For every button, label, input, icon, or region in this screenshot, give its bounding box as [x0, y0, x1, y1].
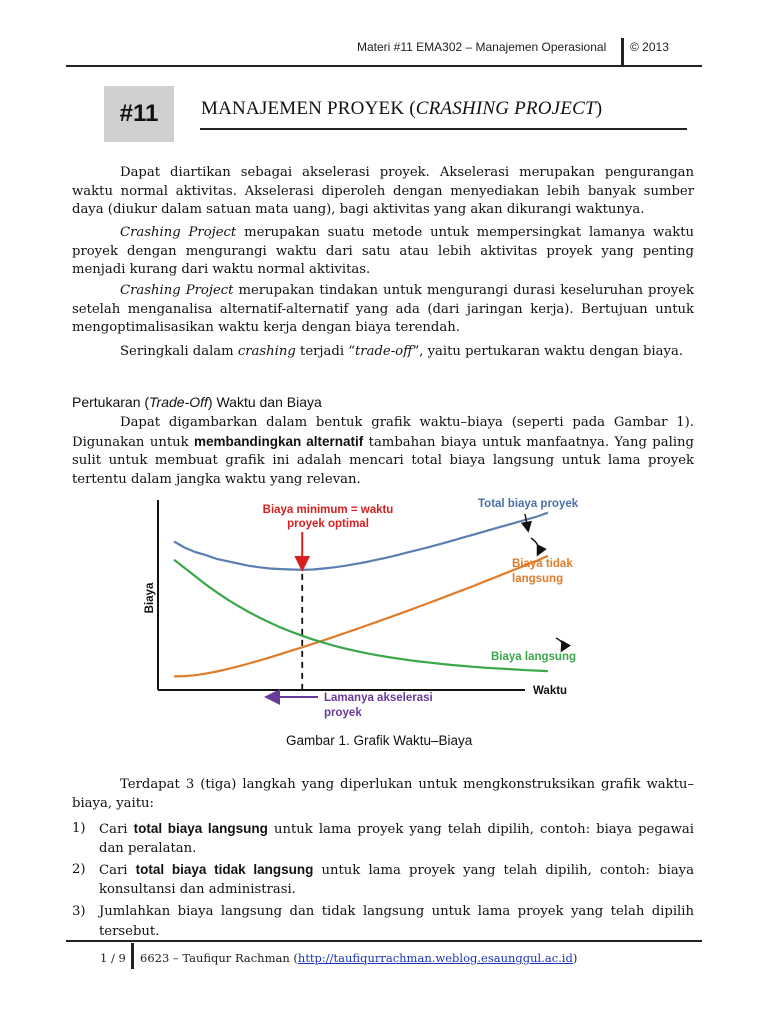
- p4-italic-2: trade-off: [354, 344, 413, 359]
- footer-page-number: 1 / 9: [100, 951, 126, 965]
- paragraph-4: [72, 343, 694, 362]
- paragraph-3-text: merupakan tindakan untuk mengurangi durasi keseluruhan proyek setelah menganalisa alternatif-alternatif yang ada (dari jaringan kerja). Bertujuan untuk mengoptimalisasikan waktu kerja dengan biaya terendah.: [72, 283, 694, 335]
- indirect-cost-arrow: [531, 538, 539, 554]
- heading-a: Pertukaran (: [72, 394, 150, 410]
- direct-cost-arrow: [556, 638, 563, 650]
- step-2-a: Cari: [99, 863, 136, 878]
- acceleration-label-line2: proyek: [324, 707, 362, 719]
- chapter-number-badge: [104, 86, 174, 142]
- header-vertical-divider: [621, 38, 624, 66]
- heading-italic: Trade-Off: [149, 394, 208, 410]
- paragraph-3-italic: Crashing Project: [120, 283, 234, 298]
- step-1-b: untuk lama proyek yang telah dipilih, contoh: biaya pegawai dan peralatan.: [99, 822, 694, 856]
- indirect-cost-label-line1: Biaya tidak: [512, 558, 573, 570]
- p5-a: Dapat digambarkan dalam bentuk grafik waktu–biaya (seperti pada Gambar 1). Digunakan untuk: [72, 415, 694, 450]
- step-3-a: Jumlahkan biaya langsung dan tidak langsung untuk lama proyek yang telah dipilih tersebut.: [99, 904, 694, 939]
- time-cost-chart: [110, 490, 610, 730]
- page-title: [201, 98, 602, 120]
- p4-c: ”, yaitu pertukaran waktu dengan biaya.: [412, 344, 684, 359]
- paragraph-2: [72, 224, 694, 280]
- step-1-a: Cari: [99, 822, 134, 837]
- title-prefix: MANAJEMEN PROYEK (: [201, 98, 416, 119]
- footer-close-paren: ): [572, 951, 578, 965]
- indirect-cost-label-line2: langsung: [512, 573, 564, 585]
- list-item-number: 3): [72, 904, 86, 919]
- list-item: [72, 820, 694, 858]
- paragraph-1: [72, 164, 694, 220]
- footer-author-text: 6623 – Taufiqur Rachman (: [140, 951, 298, 965]
- total-cost-arrow: [525, 514, 528, 530]
- footer-rule: [66, 940, 702, 942]
- list-item-number: 1): [72, 821, 86, 836]
- step-2-bold: total biaya tidak langsung: [135, 862, 314, 877]
- p4-b: terjadi “: [295, 344, 355, 359]
- step-1-bold: total biaya langsung: [133, 821, 268, 836]
- title-underline: [200, 128, 687, 130]
- optimum-label-line1: Biaya minimum = waktu: [262, 504, 394, 516]
- acceleration-label-line1: Lamanya akselerasi: [324, 692, 433, 704]
- p4-a: Seringkali dalam: [120, 344, 238, 359]
- list-item-number: 2): [72, 862, 86, 877]
- heading-b: ) Waktu dan Biaya: [207, 394, 322, 410]
- header-course: Materi #11 EMA302 – Manajemen Operasional: [357, 40, 607, 54]
- direct-cost-label: Biaya langsung: [491, 651, 576, 663]
- title-italic: CRASHING PROJECT: [415, 98, 596, 119]
- list-item: [72, 861, 694, 899]
- footer-url-link[interactable]: http://taufiqurrachman.weblog.esaunggul.ac.id: [297, 951, 573, 965]
- chapter-number: #11: [119, 100, 159, 127]
- steps-intro: [72, 776, 694, 813]
- steps-intro-text: Terdapat 3 (tiga) langkah yang diperlukan untuk mengkonstruksikan grafik waktu–biaya, yaitu:: [72, 777, 694, 811]
- step-2-b: untuk lama proyek yang telah dipilih, contoh: biaya konsultansi dan administrasi.: [99, 863, 694, 897]
- x-axis-label: Waktu: [533, 685, 568, 697]
- paragraph-2-text: merupakan suatu metode untuk mempersingkat lamanya waktu proyek dengan mengurangi waktu dari satu atau lebih aktivitas proyek yang penting menjadi kurang dari waktu normal aktivitas.: [72, 225, 694, 277]
- section-heading: [72, 394, 322, 410]
- header-rule: [66, 65, 702, 67]
- figure-caption: Gambar 1. Grafik Waktu–Biaya: [286, 733, 473, 748]
- paragraph-1-text: Dapat diartikan sebagai akselerasi proyek. Akselerasi merupakan pengurangan waktu normal aktivitas. Akselerasi diperoleh dengan menyediakan lebih banyak sumber daya (diukur dalam satuan mata uang), bagi aktivitas yang akan dikurangi waktunya.: [72, 165, 694, 217]
- y-axis-label: Biaya: [144, 582, 156, 614]
- list-item: [72, 903, 694, 941]
- header-copyright: © 2013: [630, 40, 669, 54]
- total-cost-label: Total biaya proyek: [478, 498, 579, 510]
- paragraph-5: [72, 414, 694, 489]
- paragraph-3: [72, 282, 694, 338]
- optimum-label-line2: proyek optimal: [287, 518, 369, 530]
- footer-vertical-divider: [131, 943, 134, 969]
- footer-author: [140, 951, 577, 965]
- p4-italic-1: crashing: [237, 344, 296, 359]
- paragraph-2-italic: Crashing Project: [120, 225, 237, 240]
- p5-b: tambahan biaya untuk manfaatnya. Yang paling sulit untuk membuat grafik ini adalah mencari total biaya langsung untuk lama proyek tertentu dalam jangka waktu yang relevan.: [72, 434, 694, 487]
- p5-bold: membandingkan alternatif: [194, 433, 364, 449]
- title-suffix: ): [595, 98, 603, 119]
